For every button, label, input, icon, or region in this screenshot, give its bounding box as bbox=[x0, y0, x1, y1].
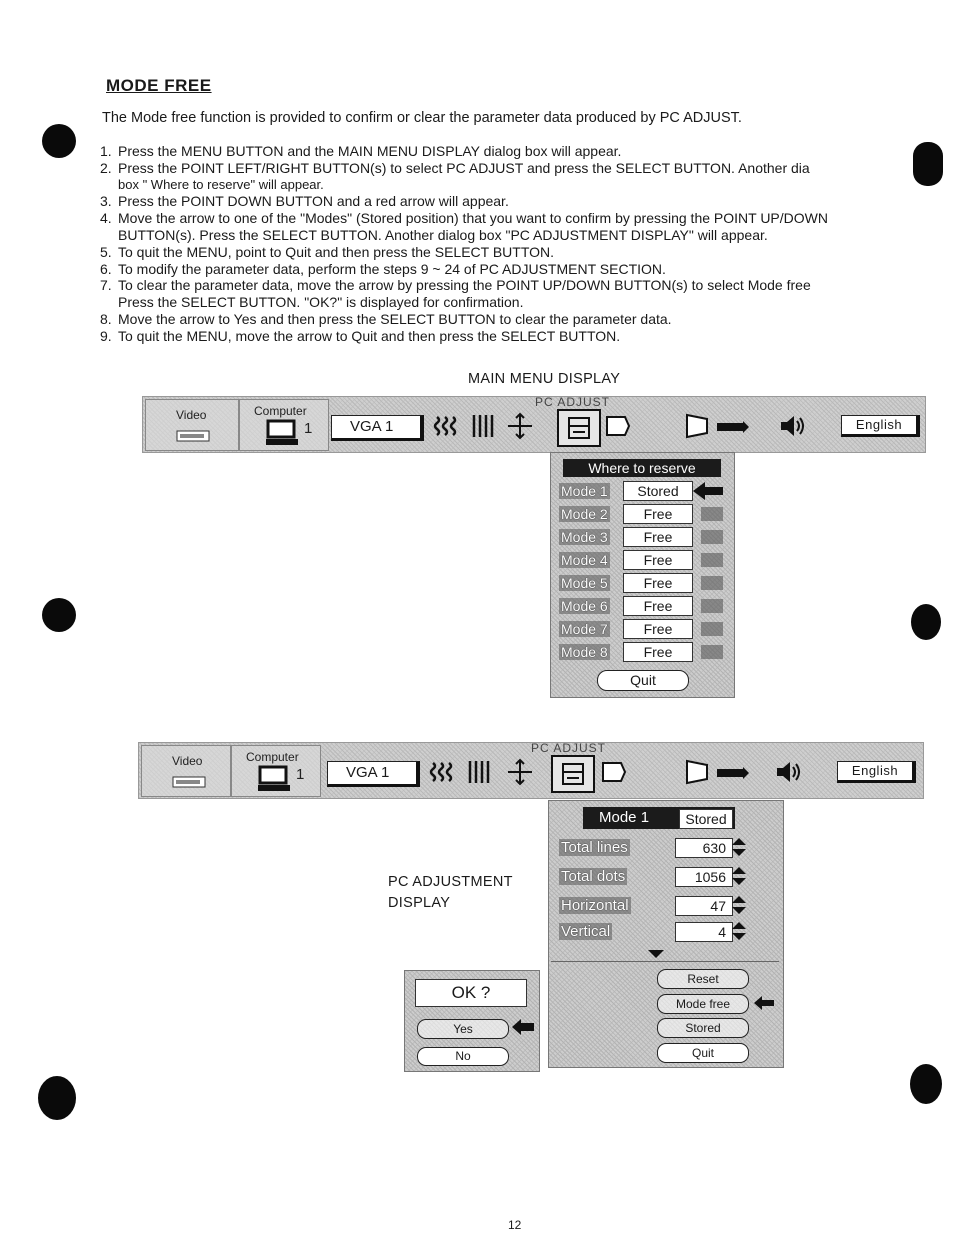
param-label: Total lines bbox=[561, 839, 628, 856]
main-menu-bar bbox=[142, 396, 926, 453]
step-item: 8. Move the arrow to Yes and then press the SELECT BUTTON to clear the parameter data. bbox=[100, 310, 672, 327]
up-down-icon[interactable] bbox=[731, 837, 747, 857]
row-arrow bbox=[701, 530, 723, 544]
step-item: 5. To quit the MENU, point to Quit and then press the SELECT BUTTON. bbox=[100, 243, 555, 260]
screen-adjust-icon[interactable] bbox=[465, 757, 495, 787]
video-icon bbox=[176, 428, 210, 444]
language-box[interactable]: English bbox=[837, 761, 916, 783]
image-adjust-icon[interactable] bbox=[427, 757, 457, 787]
position-icon[interactable] bbox=[505, 757, 535, 787]
confirm-question: OK ? bbox=[415, 979, 527, 1007]
step-item: 6. To modify the parameter data, perform the steps 9 ~ 24 of PC ADJUSTMENT SECTION. bbox=[100, 260, 666, 277]
computer-number: 1 bbox=[296, 766, 305, 783]
up-down-icon[interactable] bbox=[731, 895, 747, 915]
computer-number: 1 bbox=[304, 420, 313, 437]
param-value[interactable]: 630 bbox=[675, 838, 733, 858]
pc-adjust-tab[interactable] bbox=[557, 409, 601, 447]
mode-label: Mode 1 bbox=[561, 483, 608, 499]
main-menu-bar bbox=[138, 742, 924, 799]
mode-label: Mode 7 bbox=[561, 621, 608, 637]
section-heading: MODE FREE bbox=[106, 76, 212, 95]
step-item: 4. Move the arrow to one of the "Modes" (Stored position) that you want to confirm by pressing the POINT UP/DOWN bbox=[100, 210, 828, 227]
steps-list bbox=[100, 143, 950, 345]
sound-icon[interactable] bbox=[777, 411, 807, 441]
binder-hole bbox=[42, 124, 76, 158]
screen-icon[interactable] bbox=[603, 411, 633, 441]
param-label: Horizontal bbox=[561, 897, 629, 914]
video-tab[interactable] bbox=[141, 745, 231, 797]
quit-button[interactable]: Quit bbox=[657, 1043, 749, 1063]
step-item: 2. Press the POINT LEFT/RIGHT BUTTON(s) to select PC ADJUST and press the SELECT BUTTON. Another dia bbox=[100, 159, 810, 176]
row-arrow bbox=[701, 507, 723, 521]
step-item: 9. To quit the MENU, move the arrow to Quit and then press the SELECT BUTTON. bbox=[100, 327, 621, 344]
mode-value[interactable]: Free bbox=[623, 642, 693, 662]
no-button[interactable]: No bbox=[417, 1047, 509, 1066]
divider bbox=[551, 961, 779, 962]
computer-icon bbox=[266, 420, 300, 446]
input-source-box: VGA 1 bbox=[327, 761, 420, 787]
red-arrow-icon bbox=[753, 994, 775, 1012]
mode-value[interactable]: Free bbox=[623, 527, 693, 547]
up-down-icon[interactable] bbox=[731, 921, 747, 941]
step-item: box " Where to reserve" will appear. bbox=[118, 176, 324, 192]
row-arrow bbox=[701, 599, 723, 613]
mode-value[interactable]: Stored bbox=[623, 481, 693, 501]
mode-state: Stored bbox=[679, 809, 733, 829]
quit-button[interactable]: Quit bbox=[597, 670, 689, 691]
position-icon[interactable] bbox=[505, 411, 535, 441]
binder-hole bbox=[910, 1064, 942, 1104]
language-box[interactable]: English bbox=[841, 415, 920, 437]
mode-label: Mode 8 bbox=[561, 644, 608, 660]
video-tab[interactable] bbox=[145, 399, 239, 451]
param-label: Vertical bbox=[561, 923, 611, 940]
param-value[interactable]: 47 bbox=[675, 896, 733, 916]
mode-free-button[interactable]: Mode free bbox=[657, 994, 749, 1014]
mode-value[interactable]: Free bbox=[623, 619, 693, 639]
param-value[interactable]: 4 bbox=[675, 922, 733, 942]
pc-adjust-title: PC ADJUST bbox=[535, 395, 611, 409]
keystone-icon[interactable] bbox=[683, 411, 713, 441]
param-label: Total dots bbox=[561, 868, 626, 885]
keystone-icon[interactable] bbox=[683, 757, 713, 787]
pc-adjust-tab[interactable] bbox=[551, 755, 595, 793]
video-label: Video bbox=[176, 408, 207, 422]
mode-value[interactable]: Free bbox=[623, 573, 693, 593]
pc-adjust-icon bbox=[559, 411, 599, 445]
sound-icon[interactable] bbox=[773, 757, 803, 787]
row-arrow bbox=[701, 645, 723, 659]
confirm-dialog bbox=[404, 970, 540, 1072]
step-item: Press the SELECT BUTTON. "OK?" is displayed for confirmation. bbox=[118, 294, 524, 311]
computer-tab[interactable] bbox=[239, 399, 329, 451]
pc-adjust-icon bbox=[553, 757, 593, 791]
computer-icon bbox=[258, 766, 292, 792]
computer-tab[interactable] bbox=[231, 745, 321, 797]
mode-name: Mode 1 bbox=[599, 809, 650, 826]
mode-label: Mode 5 bbox=[561, 575, 608, 591]
red-arrow-icon bbox=[691, 481, 725, 501]
red-arrow-icon bbox=[511, 1017, 535, 1037]
row-arrow bbox=[701, 576, 723, 590]
side-label-line1: PC ADJUSTMENT bbox=[388, 874, 513, 890]
pc-adjust-title: PC ADJUST bbox=[531, 741, 607, 755]
binder-hole bbox=[911, 604, 941, 640]
stored-button[interactable]: Stored bbox=[657, 1018, 749, 1038]
figure-title: MAIN MENU DISPLAY bbox=[468, 371, 621, 387]
mode-label: Mode 2 bbox=[561, 506, 608, 522]
intro-text: The Mode free function is provided to confirm or clear the parameter data produced by PC ADJUST. bbox=[102, 110, 742, 126]
screen-adjust-icon[interactable] bbox=[469, 411, 499, 441]
video-icon bbox=[172, 774, 206, 790]
mode-label: Mode 4 bbox=[561, 552, 608, 568]
reset-button[interactable]: Reset bbox=[657, 969, 749, 989]
yes-button[interactable]: Yes bbox=[417, 1019, 509, 1039]
figure-side-label bbox=[388, 872, 513, 914]
mode-label: Mode 6 bbox=[561, 598, 608, 614]
screen-icon[interactable] bbox=[599, 757, 629, 787]
mode-value[interactable]: Free bbox=[623, 504, 693, 524]
row-arrow bbox=[701, 622, 723, 636]
step-item: 3. Press the POINT DOWN BUTTON and a red arrow will appear. bbox=[100, 193, 509, 210]
step-item: 7. To clear the parameter data, move the arrow by pressing the POINT UP/DOWN BUTTON(s) to select Mode free bbox=[100, 277, 811, 294]
where-to-reserve-dialog bbox=[550, 452, 735, 698]
input-source-box: VGA 1 bbox=[331, 415, 424, 441]
image-adjust-icon[interactable] bbox=[431, 411, 461, 441]
up-down-icon[interactable] bbox=[731, 866, 747, 886]
binder-hole bbox=[38, 1076, 76, 1120]
computer-label: Computer bbox=[254, 404, 307, 418]
binder-hole bbox=[42, 598, 76, 632]
mode-label: Mode 3 bbox=[561, 529, 608, 545]
step-item: 1. Press the MENU BUTTON and the MAIN MENU DISPLAY dialog box will appear. bbox=[100, 143, 622, 159]
setting-icon[interactable] bbox=[715, 757, 751, 787]
dialog-title: Where to reserve bbox=[563, 459, 721, 477]
mode-value[interactable]: Free bbox=[623, 596, 693, 616]
step-item: BUTTON(s). Press the SELECT BUTTON. Another dialog box "PC ADJUSTMENT DISPLAY" will appear. bbox=[118, 226, 768, 243]
computer-label: Computer bbox=[246, 750, 299, 764]
page-number: 12 bbox=[508, 1218, 522, 1232]
setting-icon[interactable] bbox=[715, 411, 751, 441]
param-value[interactable]: 1056 bbox=[675, 867, 733, 887]
mode-value[interactable]: Free bbox=[623, 550, 693, 570]
video-label: Video bbox=[172, 754, 203, 768]
row-arrow bbox=[701, 553, 723, 567]
side-label-line2: DISPLAY bbox=[388, 895, 451, 911]
scroll-down-icon[interactable] bbox=[647, 949, 665, 959]
pc-adjustment-panel bbox=[548, 800, 784, 1068]
